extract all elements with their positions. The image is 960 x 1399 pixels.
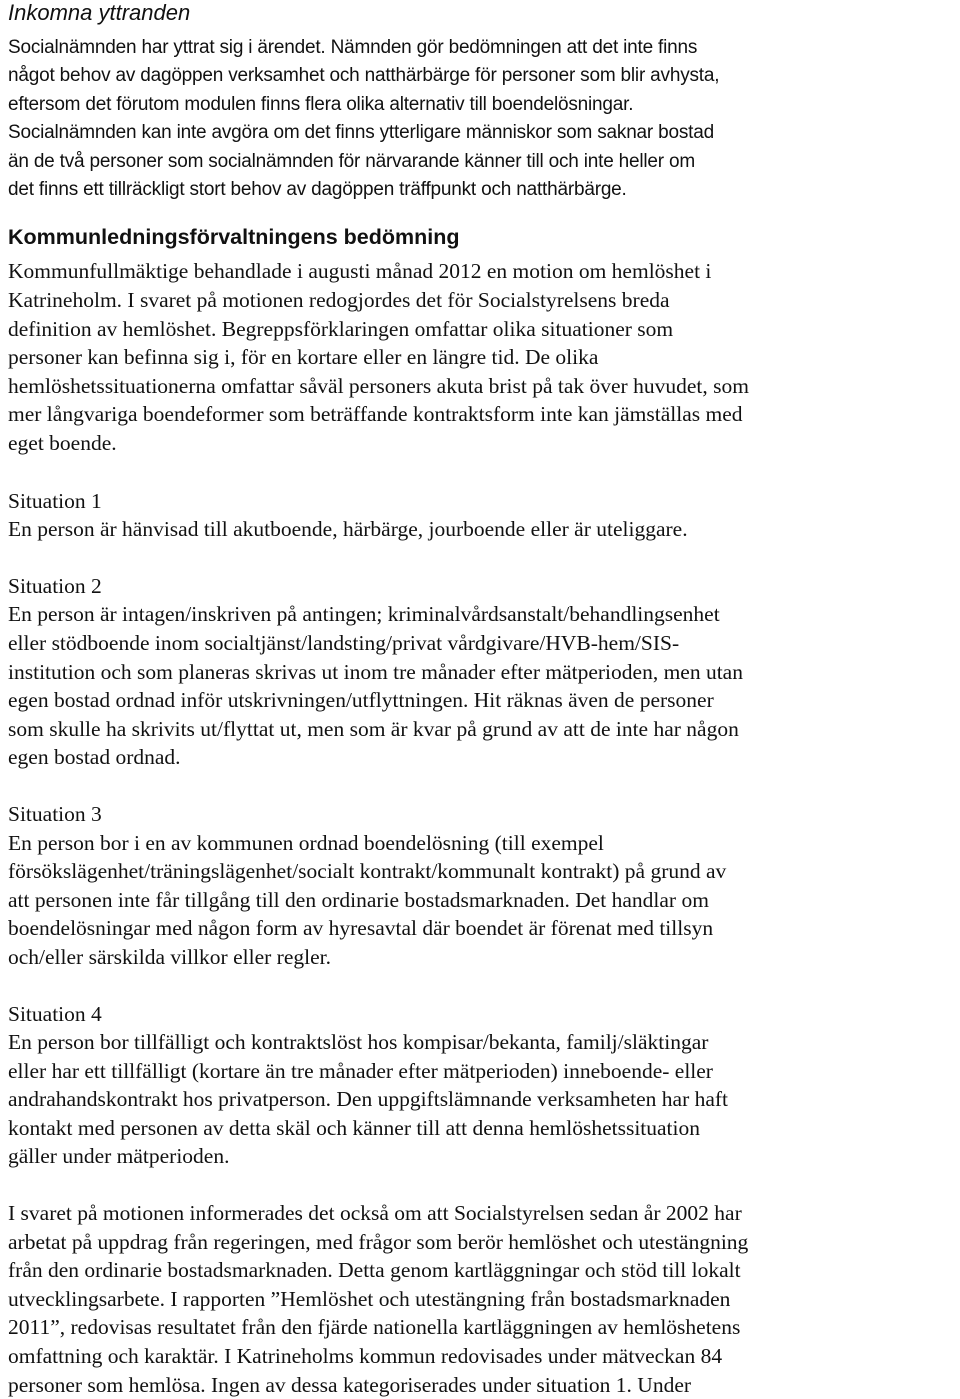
text-line: från den ordinarie bostadsmarknaden. Detta genom kartläggningar och stöd till lokalt [8,1258,741,1283]
text-line: att personen inte får tillgång till den ordinarie bostadsmarknaden. Det handlar om [8,887,709,912]
situation-1 [8,487,953,544]
text-line: boendelösningar med någon form av hyresavtal där boendet är förenat med tillsyn [8,916,714,941]
text-line: eftersom det förutom modulen finns flera olika alternativ till boendelösningar. [8,93,634,115]
text-line: En person är intagen/inskriven på antingen; kriminalvårdsanstalt/behandlingsenhet [8,602,720,627]
text-line: andrahandskontrakt hos privatperson. Den uppgiftslämnande verksamheten har haft [8,1087,729,1112]
text-line: mer långvariga boendeformer som beträffande kontraktsform inte kan jämställas med [8,402,743,427]
paragraph-socialnamnden [8,34,953,204]
text-line: hemlöshetssituationerna omfattar såväl personers akuta brist på tak över huvudet, som [8,373,749,398]
situation-3 [8,800,953,972]
text-line: Situation 1 [8,488,102,513]
text-line: arbetat på uppdrag från regeringen, med frågor som berör hemlöshet och utestängning [8,1229,749,1254]
text-line: 2011”, redovisas resultatet från den fjärde nationella kartläggningen av hemlöshetens [8,1315,741,1340]
text-line: En person bor i en av kommunen ordnad boendelösning (till exempel [8,830,604,855]
text-line: kontakt med personen av detta skäl och känner till att denna hemlöshetssituation [8,1115,700,1140]
text-line: personer som hemlösa. Ingen av dessa kategoriserades under situation 1. Under [8,1372,692,1397]
heading-kommunledningsforvaltningens-bedomning: Kommunledningsförvaltningens bedömning [8,225,460,250]
text-line: omfattning och karaktär. I Katrineholms kommun redovisades under mätveckan 84 [8,1344,723,1369]
text-line: Kommunfullmäktige behandlade i augusti månad 2012 en motion om hemlöshet i [8,259,712,284]
document-page [8,0,953,1399]
text-line: Situation 3 [8,801,102,826]
text-line: utvecklingsarbete. I rapporten ”Hemlöshet och utestängning från bostadsmarknaden [8,1286,731,1311]
text-line: än de två personer som socialnämnden för närvarande känner till och inte heller om [8,150,695,172]
situation-4 [8,1000,953,1172]
text-line: eget boende. [8,431,117,455]
paragraph-kommunfullmaktige [8,257,953,457]
text-line: Socialnämnden kan inte avgöra om det finns ytterligare människor som saknar bostad [8,122,714,144]
text-line: En person är hänvisad till akutboende, härbärge, jourboende eller är uteliggare. [8,517,688,542]
text-line: eller stödboende inom socialtjänst/landsting/privat vårdgivare/HVB-hem/SIS- [8,630,680,655]
text-line: gäller under mätperioden. [8,1144,230,1169]
heading-inkomna-yttranden: Inkomna yttranden [8,0,191,25]
text-line: som skulle ha skrivits ut/flyttat ut, men som är kvar på grund av att de inte har någon [8,716,739,741]
text-line: egen bostad ordnad. [8,745,181,770]
text-line: definition av hemlöshet. Begreppsförklaringen omfattar olika situationer som [8,316,674,341]
text-line: I svaret på motionen informerades det också om att Socialstyrelsen sedan år 2002 har [8,1201,742,1226]
text-line: personer kan befinna sig i, för en kortare eller en längre tid. De olika [8,345,599,370]
situation-2 [8,572,953,772]
text-line: och/eller särskilda villkor eller regler. [8,944,331,969]
text-line: egen bostad ordnad inför utskrivningen/utflyttningen. Hit räknas även de personer [8,688,714,713]
text-line: något behov av dagöppen verksamhet och natthärbärge för personer som blir avhysta, [8,65,720,87]
text-line: Situation 2 [8,573,102,598]
text-line: En person bor tillfälligt och kontraktslöst hos kompisar/bekanta, familj/släktingar [8,1030,709,1055]
text-line: det finns ett tillräckligt stort behov av dagöppen träffpunkt och natthärbärge. [8,179,627,201]
text-line: försökslägenhet/träningslägenhet/socialt kontrakt/kommunalt kontrakt) på grund av [8,859,727,884]
text-line: institution och som planeras skrivas ut inom tre månader efter mätperioden, men utan [8,659,743,684]
text-line: Socialnämnden har yttrat sig i ärendet. Nämnden gör bedömningen att det inte finns [8,37,698,58]
text-line: Katrineholm. I svaret på motionen redogjordes det för Socialstyrelsens breda [8,288,670,313]
text-line: eller har ett tillfälligt (kortare än tre månader efter mätperioden) inneboende- eller [8,1058,713,1083]
paragraph-svaret-pa-motionen [8,1199,953,1399]
text-line: Situation 4 [8,1001,102,1026]
